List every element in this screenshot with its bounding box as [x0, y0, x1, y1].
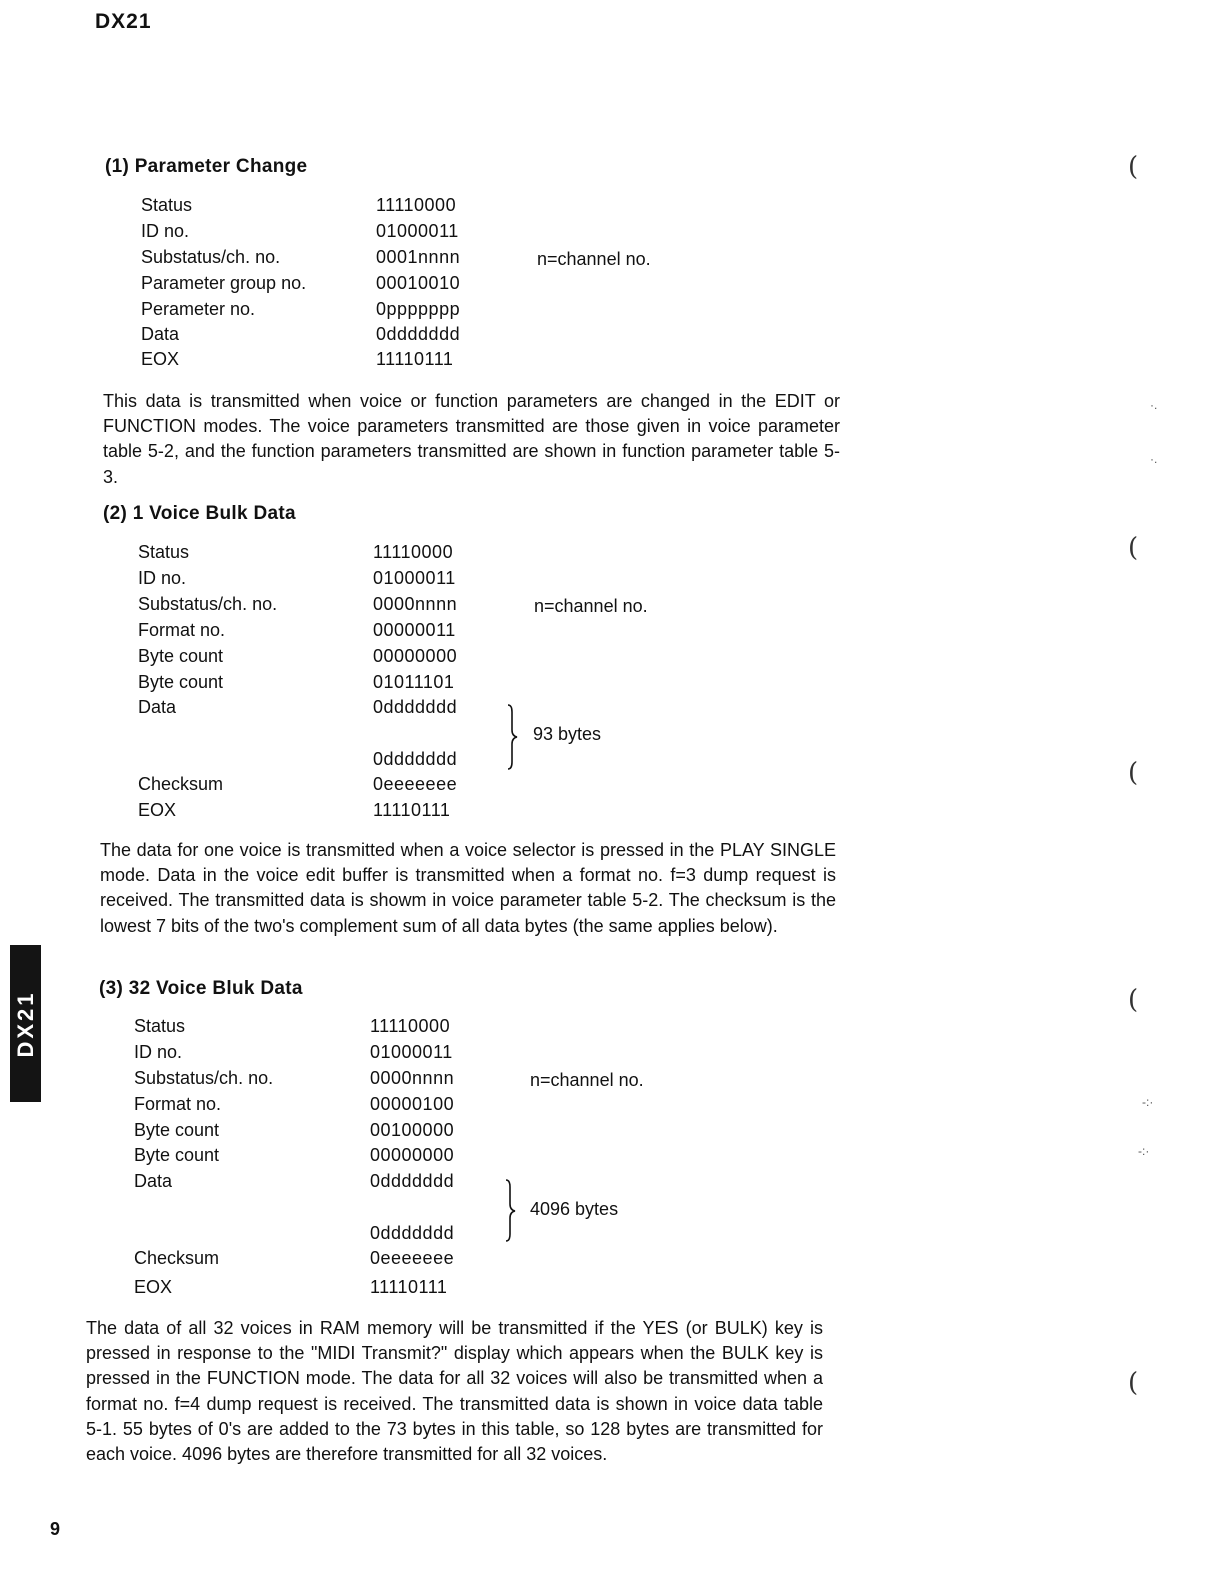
row-value: 0ddddddd — [370, 1171, 455, 1191]
row-value: 00100000 — [370, 1120, 455, 1140]
row-label: Format no. — [134, 1094, 222, 1114]
row-note: n=channel no. — [530, 1070, 644, 1090]
row-value: 11110000 — [370, 1016, 451, 1036]
row-value: 0ddddddd — [376, 324, 461, 344]
section-title: (3) 32 Voice Bluk Data — [99, 978, 303, 999]
scan-speck-icon: -:· — [1138, 1144, 1150, 1158]
binder-hole-mark-icon: ( — [1128, 152, 1139, 182]
row-label: Data — [138, 697, 177, 717]
side-tab-label: DX21 — [12, 989, 38, 1058]
page-header-title: DX21 — [95, 10, 152, 33]
row-label: Data — [134, 1171, 173, 1191]
row-label: Data — [141, 324, 180, 344]
row-label: EOX — [134, 1277, 173, 1297]
brace-note: 93 bytes — [533, 724, 602, 744]
section-title: (1) Parameter Change — [105, 156, 308, 177]
row-label: ID no. — [134, 1042, 183, 1062]
parameter-change-paragraph: This data is transmitted when voice or function parameters are changed in the EDIT or FUNCTION modes. The voice parameters transmitted are those given in voice parameter table 5-2, and the function parameters transmitted are shown in function parameter table 5-3. — [103, 391, 840, 487]
row-value: 0000nnnn — [373, 594, 458, 614]
row-value: 11110111 — [370, 1277, 448, 1297]
row-label: Byte count — [138, 646, 224, 666]
row-label: Format no. — [138, 620, 226, 640]
section-1-voice-bulk-data — [103, 503, 296, 525]
row-value: 0000nnnn — [370, 1068, 455, 1088]
row-value: 01000011 — [370, 1042, 453, 1062]
row-value: 0eeeeeee — [370, 1248, 455, 1268]
32-voice-bulk-paragraph: The data of all 32 voices in RAM memory will be transmitted if the YES (or BULK) key is pressed in response to the "MIDI Transmit?" display which appears when the BULK key is pressed in the FUNCTION mode. The data for all 32 voices will also be transmitted when a format no. f=4 dump request is received. The transmitted data is shown in voice data table 5-1. 55 bytes of 0's are added to the 73 bytes in this table, so 128 bytes are transmitted for each voice. 4096 bytes are therefore transmitted for all 32 voices. — [86, 1318, 823, 1465]
binder-hole-mark-icon: ( — [1128, 758, 1139, 788]
row-value: 0eeeeeee — [373, 774, 458, 794]
row-value: 11110111 — [373, 800, 451, 820]
right-brace-icon — [498, 1179, 518, 1242]
section-32-voice-bulk-data — [99, 978, 303, 1000]
row-value: 11110111 — [376, 349, 454, 369]
row-label: Substatus/ch. no. — [138, 594, 278, 614]
row-label: Status — [138, 542, 190, 562]
32-voice-bulk-table — [134, 1016, 734, 1306]
scan-speck-icon: ·. — [1150, 398, 1158, 412]
binder-hole-mark-icon: ( — [1128, 985, 1139, 1015]
row-value: 0001nnnn — [376, 247, 461, 267]
section-parameter-change — [105, 156, 307, 178]
binder-hole-mark-icon: ( — [1128, 533, 1139, 563]
row-label: Substatus/ch. no. — [134, 1068, 274, 1088]
binder-hole-mark-icon: ( — [1128, 1368, 1139, 1398]
row-label: Checksum — [138, 774, 224, 794]
row-label: EOX — [138, 800, 177, 820]
scan-speck-icon: ·. — [1150, 452, 1158, 466]
row-value: 00000011 — [373, 620, 456, 640]
row-note: n=channel no. — [537, 249, 651, 269]
brace-note: 4096 bytes — [530, 1199, 619, 1219]
row-value: 0ddddddd — [370, 1223, 455, 1243]
row-value: 01000011 — [373, 568, 456, 588]
row-value: 00000100 — [370, 1094, 455, 1114]
row-label: Byte count — [138, 672, 224, 692]
row-label: Status — [141, 195, 193, 215]
row-label: Byte count — [134, 1145, 220, 1165]
row-value: 01000011 — [376, 221, 459, 241]
scan-speck-icon: -:· — [1142, 1095, 1154, 1109]
row-label: Parameter group no. — [141, 273, 307, 293]
row-label: Perameter no. — [141, 299, 256, 319]
row-label: Substatus/ch. no. — [141, 247, 281, 267]
row-value: 0ddddddd — [373, 749, 458, 769]
row-label: ID no. — [141, 221, 190, 241]
row-label: Byte count — [134, 1120, 220, 1140]
row-label: ID no. — [138, 568, 187, 588]
row-value: 11110000 — [373, 542, 454, 562]
row-value: 0ppppppp — [376, 299, 461, 319]
row-label: EOX — [141, 349, 180, 369]
parameter-change-table — [141, 195, 741, 385]
row-value: 00000000 — [373, 646, 458, 666]
row-label: Checksum — [134, 1248, 220, 1268]
voice-bulk-paragraph: The data for one voice is transmitted when a voice selector is pressed in the PLAY SINGLE mode. Data in the voice edit buffer is transmitted when a format no. f=3 dump request is received. The transmitted data is showm in voice parameter table 5-2. The checksum is the lowest 7 bits of the two's complement sum of all data bytes (the same applies below). — [100, 840, 836, 936]
voice-bulk-table — [138, 542, 738, 832]
page-number: 9 — [50, 1519, 61, 1539]
row-value: 01011101 — [373, 672, 455, 692]
section-title: (2) 1 Voice Bulk Data — [103, 503, 296, 524]
row-value: 00000000 — [370, 1145, 455, 1165]
side-tab — [10, 945, 41, 1102]
row-note: n=channel no. — [534, 596, 648, 616]
row-value: 0ddddddd — [373, 697, 458, 717]
row-value: 00010010 — [376, 273, 461, 293]
row-label: Status — [134, 1016, 186, 1036]
right-brace-icon — [500, 704, 520, 770]
row-value: 11110000 — [376, 195, 457, 215]
